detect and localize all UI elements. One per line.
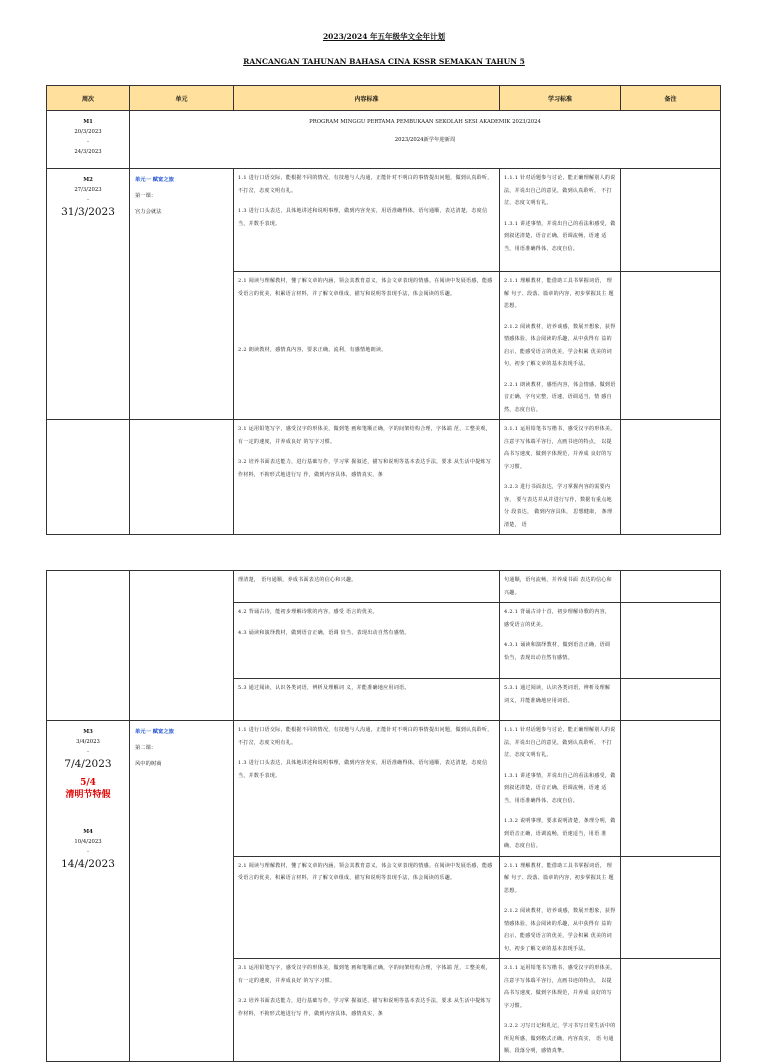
lesson-number: 第二课：	[135, 745, 157, 751]
table-row-continued	[47, 571, 721, 603]
date-separator: -	[87, 849, 89, 855]
learning-standard-cell	[500, 420, 621, 535]
learning-standard-3-1-1: 3.1.1 运用铅笔书写楷书，感受汉字的形体美。 注意字写体端平容行，点画书迹的特点， 以提高书写速度，做到字体规范，并养成 良好的写字习惯。	[504, 965, 616, 1009]
lesson-name: 风中的树商	[135, 761, 162, 767]
lesson-name: 宫力会就法	[135, 209, 162, 215]
orientation-program-subtitle: 2023/2024新学年迎新周	[394, 137, 456, 143]
learning-standard-2-1-1: 2.1.1 理解教材，能借助工具书掌握词语， 理解 句子、段落、篇章的内容，初步掌握其主 题思想。	[504, 278, 614, 309]
remarks-cell	[621, 603, 721, 679]
learning-standard-1-3-1: 1.3.1 讲述事情，并说出自己的看法和感受，做 到叙述清楚，语音正确，语调流畅，语速 适当，用语准确得体，态度自信。	[504, 772, 616, 804]
lesson-number: 第一课：	[135, 193, 157, 199]
date-separator: -	[87, 749, 89, 755]
unit-cell-empty	[130, 420, 234, 535]
unit-title: 单元一 赋宽之旅	[135, 177, 174, 183]
table-row-m2-speaking	[47, 169, 721, 272]
header-remarks: 备注	[621, 86, 721, 111]
learning-standard-3-2-3-cont: 句通顺，语句流畅，并养成书面 表达的信心和兴趣。	[504, 577, 612, 596]
unit-title: 单元一 赋宽之旅	[135, 729, 174, 735]
learning-standard-cell	[500, 272, 621, 420]
content-standard-2-1: 2.1 阅读与理解教材，懂了解文章的内涵，领会其教育意义，体会文章表现的情感。在阅读中发展语感，能感受语言的优美，积累语言材料，并了解文章组成，描写和说明等表现手法，体会阅读的乐趣。	[238, 862, 493, 881]
holiday-date: 5/4	[80, 778, 96, 788]
table-row-m3-speaking	[47, 721, 721, 857]
learning-standard-1-1-1: 1.1.1 针对话题参与讨论，能正确理解别人的说 法，并说出自己的意见，做到认真聆听， 不打岔，态度文明有礼。	[504, 175, 616, 206]
week-end-date: 31/3/2023	[61, 206, 115, 218]
remarks-cell	[621, 856, 721, 959]
learning-standard-4-3-1: 4.3.1 诵读和演绎教材，做到语音正确，语调 恰当，表现出动自然有感情。	[504, 642, 611, 661]
learning-standard-cell	[500, 721, 621, 857]
content-standard-cell	[234, 571, 500, 603]
week-label: M1	[83, 119, 93, 125]
content-standard-cell	[234, 856, 500, 959]
week-cell-m1	[47, 111, 130, 169]
content-standard-cell	[234, 169, 500, 272]
content-standard-3-2: 3.2 培养书面表达能力，进行基础写作，学习掌 握叙述，描写和说明等基本表达手法，要求 从生活中提炼写作材料，不拘形式地进行写 作，做到内容具体，感情真实，条	[238, 459, 492, 478]
week-label: M2	[83, 177, 93, 183]
content-standard-3-2: 3.2 培养书面表达能力，进行基础写作，学习掌 握叙述，描写和说明等基本表达手法，要求 从生活中提炼写作材料，不拘形式地进行写 作，做到内容具体，感情真实，条	[238, 998, 492, 1017]
unit-cell-m3	[130, 721, 234, 1062]
content-standard-2-2: 2.2 朗读教材，感情真内容，要求正确，流利，有感情地朗读。	[238, 347, 387, 353]
remarks-cell	[621, 169, 721, 272]
learning-standard-cell	[500, 959, 621, 1062]
content-standard-4-2: 4.2 背诵古诗，能初步理解诗歌的内容，感受 语言的优美。	[238, 609, 378, 615]
content-standard-1-1: 1.1 进行口语交际，能根据不同的情况，有技地与人沟通，正能针对不明白的事情提出问题，做到认真聆听，不打岔，态度文明有礼。	[238, 175, 493, 194]
content-standard-2-1: 2.1 阅读与理解教材，懂了解文章的内涵，领会其教育意义，体会文章表现的情感。在阅读中发展语感，能感受语言的优美，积累语言材料，并了解文章组成，描写和说明等表现手法，体会阅读的乐趣。	[238, 278, 493, 297]
content-standard-cell	[234, 603, 500, 679]
remarks-cell	[621, 679, 721, 721]
week-label: M4	[83, 829, 93, 835]
header-row	[47, 86, 721, 111]
orientation-program-cell	[130, 111, 721, 169]
content-standard-cell	[234, 959, 500, 1062]
content-standard-4-3: 4.3 诵读和演绎教材，做到语音正确，语调 恰当，表现出动自然有感情。	[238, 629, 410, 636]
content-standard-cell	[234, 721, 500, 857]
remarks-cell	[621, 721, 721, 857]
remarks-cell	[621, 272, 721, 420]
content-standard-cell	[234, 679, 500, 721]
remarks-cell	[621, 420, 721, 535]
content-standard-3-2-cont: 理清楚， 语句通顺，养成书面表达的信心和兴趣。	[238, 577, 357, 583]
unit-cell-m2	[130, 169, 234, 420]
learning-standard-cell	[500, 603, 621, 679]
header-week: 周次	[47, 86, 130, 111]
content-standard-cell	[234, 420, 500, 535]
content-standard-1-1: 1.1 进行口语交际，能根据不同的情况，有技地与人沟通，正能针对不明白的事情提出问题，做到认真聆听，不打岔，态度文明有礼。	[238, 727, 493, 746]
table-row-m1	[47, 111, 721, 169]
date-separator: -	[87, 197, 89, 203]
orientation-program: PROGRAM MINGGU PERTAMA PEMBUKAAN SEKOLAH SESI AKADEMIK 2023/2024	[309, 119, 541, 125]
week-end-date: 14/4/2023	[61, 858, 115, 870]
date-separator: -	[87, 139, 89, 145]
document-subtitle: RANCANGAN TAHUNAN BAHASA CINA KSSR SEMAKAN TAHUN 5	[243, 57, 525, 66]
remarks-cell	[621, 959, 721, 1062]
header-content-standard: 内容标准	[234, 86, 500, 111]
week-start-date: 10/4/2023	[74, 839, 102, 845]
content-standard-3-1: 3.1 运用铅笔写字，感受汉字的形体美，做到笔 画和笔顺正确，字的间架结构合理，字体端 范，工整美观，有一定的速度，并养成良好 的写字习惯。	[238, 965, 492, 984]
learning-standard-cell	[500, 169, 621, 272]
content-standard-5-3: 5.3 通过阅读，认识各类词语，辨析及理解词 义，并能准确地应用词语。	[238, 685, 410, 691]
week-start-date: 20/3/2023	[74, 129, 102, 135]
header-unit: 单元	[130, 86, 234, 111]
learning-standard-4-2-1: 4.2.1 背诵古诗十首，初步理解诗歌的内容， 感受语言的优美。	[504, 609, 611, 628]
week-cell-empty	[47, 571, 130, 721]
learning-standard-cell	[500, 679, 621, 721]
learning-standard-5-3-1: 5.3.1 通过阅读，认识各类词语，辨析及理解 词义，并能准确地应用词语。	[504, 685, 611, 704]
plan-table-page-1	[46, 85, 721, 535]
content-standard-cell	[234, 272, 500, 420]
learning-standard-2-2-1: 2.2.1 朗读教材，感悟内容，体会情感，做到语 音正确，字句完整，语速、语调适当，情 感自然，态度自信。	[504, 381, 616, 413]
week-cell-m2	[47, 169, 130, 420]
learning-standard-3-1-1: 3.1.1 运用铅笔书写楷书，感受汉字的形体美。 注意字写体端平容行，点画书迹的特点， 以提高书写速度，做到字体规范，并养成 良好的写字习惯。	[504, 426, 616, 470]
week-end-date: 7/4/2023	[64, 758, 112, 770]
document-title: 2023/2024 年五年级华文全年计划	[322, 32, 446, 41]
learning-standard-cell	[500, 856, 621, 959]
week-end-date: 24/3/2023	[74, 149, 102, 155]
learning-standard-2-1-2: 2.1.2 阅读教材，培养谈感，数展开想象，获得 情感体验，体会阅读的乐趣，从中获得有 益的启示，能感受语言的优美，学会积累 优美的词句，初步了解文章的基本表现手法。	[504, 908, 616, 952]
week-start-date: 3/4/2023	[76, 739, 100, 745]
holiday-name: 清明节特假	[65, 790, 111, 800]
learning-standard-3-2-2: 3.2.2 习写日记和札记，学习书写日常生活中的 所见所感，做到格式正确，内容真实， 语 句通顺，段落分明，感情真挚。	[504, 1023, 616, 1054]
learning-standard-1-1-1: 1.1.1 针对话题参与讨论，能正确理解别人的说 法，并说出自己的意见，做到认真聆听， 不打岔，态度文明有礼。	[504, 727, 616, 758]
learning-standard-3-2-3: 3.2.3 进行书面表达，学习掌握内容的需要内容， 要与表达并从并进行写作，数据有重点地分 段表达， 做到内容具体， 思想健康， 条理 清楚， 语	[504, 484, 613, 528]
week-start-date: 27/3/2023	[74, 187, 102, 193]
header-learning-standard: 学习标准	[500, 86, 621, 111]
learning-standard-2-1-2: 2.1.2 阅读教材，培养谈感，数展开想象，获得 情感体验，体会阅读的乐趣，从中获得有 益的启示，能感受语言的优美，学会积累 优美的词句，初步了解文章的基本表现手法。	[504, 323, 616, 367]
learning-standard-2-1-1: 2.1.1 理解教材，能借助工具书掌握词语， 理解 句子、段落、篇章的内容，初步掌握其主 题思想。	[504, 862, 614, 894]
content-standard-1-3: 1.3 进行口头表达，具体地讲述和说明事理，做到内容充实，用语准确得体，语句通顺，表达清楚，态度信当，并数手表现。	[238, 760, 488, 779]
plan-table-page-2	[46, 570, 721, 1062]
unit-cell-empty	[130, 571, 234, 721]
week-cell-empty	[47, 420, 130, 535]
learning-standard-1-3-1: 1.3.1 讲述事情，并说出自己的看法和感受，做 到叙述清楚，语音正确，语调流畅，语速 适当，用语准确得体，态度自信。	[504, 220, 616, 252]
learning-standard-1-3-2: 1.3.2 说明事理，要求说明清楚，条理分明，做 到语音正确，语调流畅，语速适当，用语 准确，态度自信。	[504, 818, 616, 849]
content-standard-3-1: 3.1 运用铅笔写字，感受汉字的形体美，做到笔 画和笔顺正确，字的间架结构合理，字体端 范，工整美观，有一定的速度，并养成良好 的写字习惯。	[238, 426, 492, 445]
remarks-cell	[621, 571, 721, 603]
table-row-m2-writing	[47, 420, 721, 535]
week-label: M3	[83, 729, 93, 735]
content-standard-1-3: 1.3 进行口头表达，具体地讲述和说明事理，做到内容充实，用语准确得体，语句通顺，表达清楚，态度信当，并数手表现。	[238, 208, 488, 227]
learning-standard-cell	[500, 571, 621, 603]
week-cell-m3-m4	[47, 721, 130, 1062]
